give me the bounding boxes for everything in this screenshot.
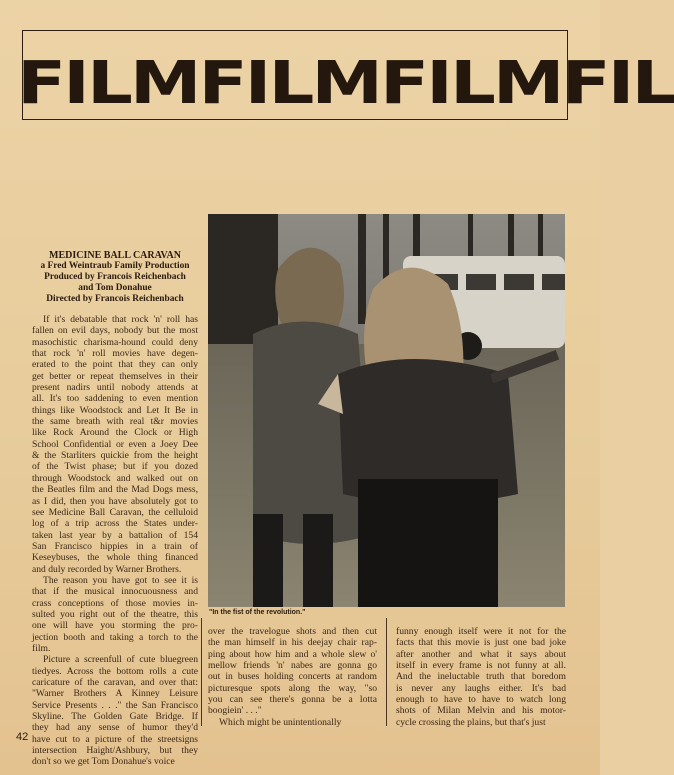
text-line: & the Starliters quickie from the height [32,450,198,462]
text-line: the Beatles film and the Mad Dogs mess, [32,484,198,496]
article-column-2 [208,626,377,728]
text-line: "Warner Brothers A Kinney Leisure [32,688,198,700]
text-line: the man himself in his deejay chair rap- [208,637,377,649]
text-line: that rock 'n' roll movies have degen- [32,348,198,360]
text-line: all. It's too saddening to even mention [32,393,198,405]
text-line: the same breath with real t&r movies [32,416,198,428]
text-line: Keseybuses, the whole thing financed [32,552,198,564]
text-line: erated to the point that they can only [32,359,198,371]
text-line: tiedyes. Across the bottom rolls a cute [32,665,198,677]
text-line: don't so we get Tom Donahue's voice [32,756,175,768]
photo-illustration [208,214,565,607]
text-line: film. [32,642,51,654]
column-rule [386,618,387,726]
text-line: things like Woodstock and Let It Be in [32,404,198,416]
text-line: picturesque spots along the way, "so [208,682,377,694]
text-line: mellow friends 'n' nabes are gonna go [208,660,377,672]
credit-line: MEDICINE BALL CARAVAN [49,250,181,261]
credit-line: Directed by Francois Reichenbach [46,294,184,304]
text-line: The reason you have got to see it is [43,574,198,586]
text-line: School Confidential or even a Joey Dee [32,438,198,450]
text-line: boogiein' . . ." [208,705,262,717]
text-line: as I did, then you have absolutely got to [32,495,198,507]
text-line: itself in every frame is not funny at all. [396,660,566,672]
photo-caption: "In the fist of the revolution." [209,609,306,616]
text-line: get better or repeat themselves in their [32,370,198,382]
text-line: is never any laughs either. It's bad [396,682,566,694]
page-number: 42 [16,731,29,743]
text-line: funny enough itself were it not for the [396,626,566,637]
text-line: over the travelogue shots and then cut [208,626,377,637]
text-line: San Francisco hippies in a train of [32,540,198,552]
text-line: you can see there's gonna be a lotta [208,694,377,706]
text-line: log of a trip across the States under- [32,518,198,530]
article-column-3 [396,626,566,728]
text-line: have cut to a picture of the streetsigns [32,733,198,745]
article-column-1 [32,314,198,768]
text-line: facts that this movie is just one bad joke [396,637,566,649]
text-line: intersection Haight/Ashbury, but they [32,745,198,757]
text-line: one will have you storming the pro- [32,620,198,632]
text-line: masochistic charisma-hound could deny [32,336,198,348]
banner-frame [17,30,674,120]
text-line: If it's debatable that rock 'n' roll has [43,314,198,325]
banner-title: FILMFILMFILMFIL [17,48,674,117]
text-line: jection booth and taking a torch to the [32,631,198,643]
text-line: cycle crossing the plains, but that's just [396,716,546,728]
column-rule [201,618,202,726]
text-line: Skyline. The Golden Gate Bridge. If [32,711,198,723]
text-line: taken last year by a battalion of 154 [32,529,198,541]
text-line: sulted you right out of the theatre, this [32,608,198,620]
text-line: see Medicine Ball Caravan, the celluloid [32,506,198,518]
text-line: Which might be unintentionally [219,716,342,728]
credit-line: a Fred Weintraub Family Production [40,261,190,271]
text-line: present nadirs until nobody attends at [32,382,198,394]
credit-line: and Tom Donahue [78,283,152,293]
text-line: Service Presents . . ." the San Francisco [32,699,198,711]
text-line: of the Twist phase; but if you dozed [32,461,198,473]
text-line: out in buses holding concerts at random [208,671,377,683]
text-line: that if the musical innocuousness and [32,586,198,598]
text-line: they had any sense of humor they'd [32,722,198,734]
film-credits [32,250,198,305]
text-line: ping about how him and a whole slew o' [208,648,377,660]
text-line: enough to have to have to watch long [396,694,566,706]
credit-line: Produced by Francois Reichenbach [44,272,186,282]
text-line: crass conceptions of those movies in- [32,597,198,609]
text-line: shots of Milan Melvin and his motor- [396,705,566,717]
text-line: through Woodstock and walked out on [32,472,198,484]
text-line: And the ineluctable truth that boredom [396,671,566,683]
text-line: Picture a screenfull of cute bluegreen [43,654,198,666]
text-line: and duly recorded by Warner Brothers. [32,563,182,575]
text-line: fallen on evil days, nobody but the most [32,325,198,337]
text-line: like Rock Around the Clock or High [32,427,198,439]
text-line: after another and what it says about [396,648,566,660]
text-line: caricature of the caravan, and over that: [32,677,198,688]
photo [208,214,565,607]
